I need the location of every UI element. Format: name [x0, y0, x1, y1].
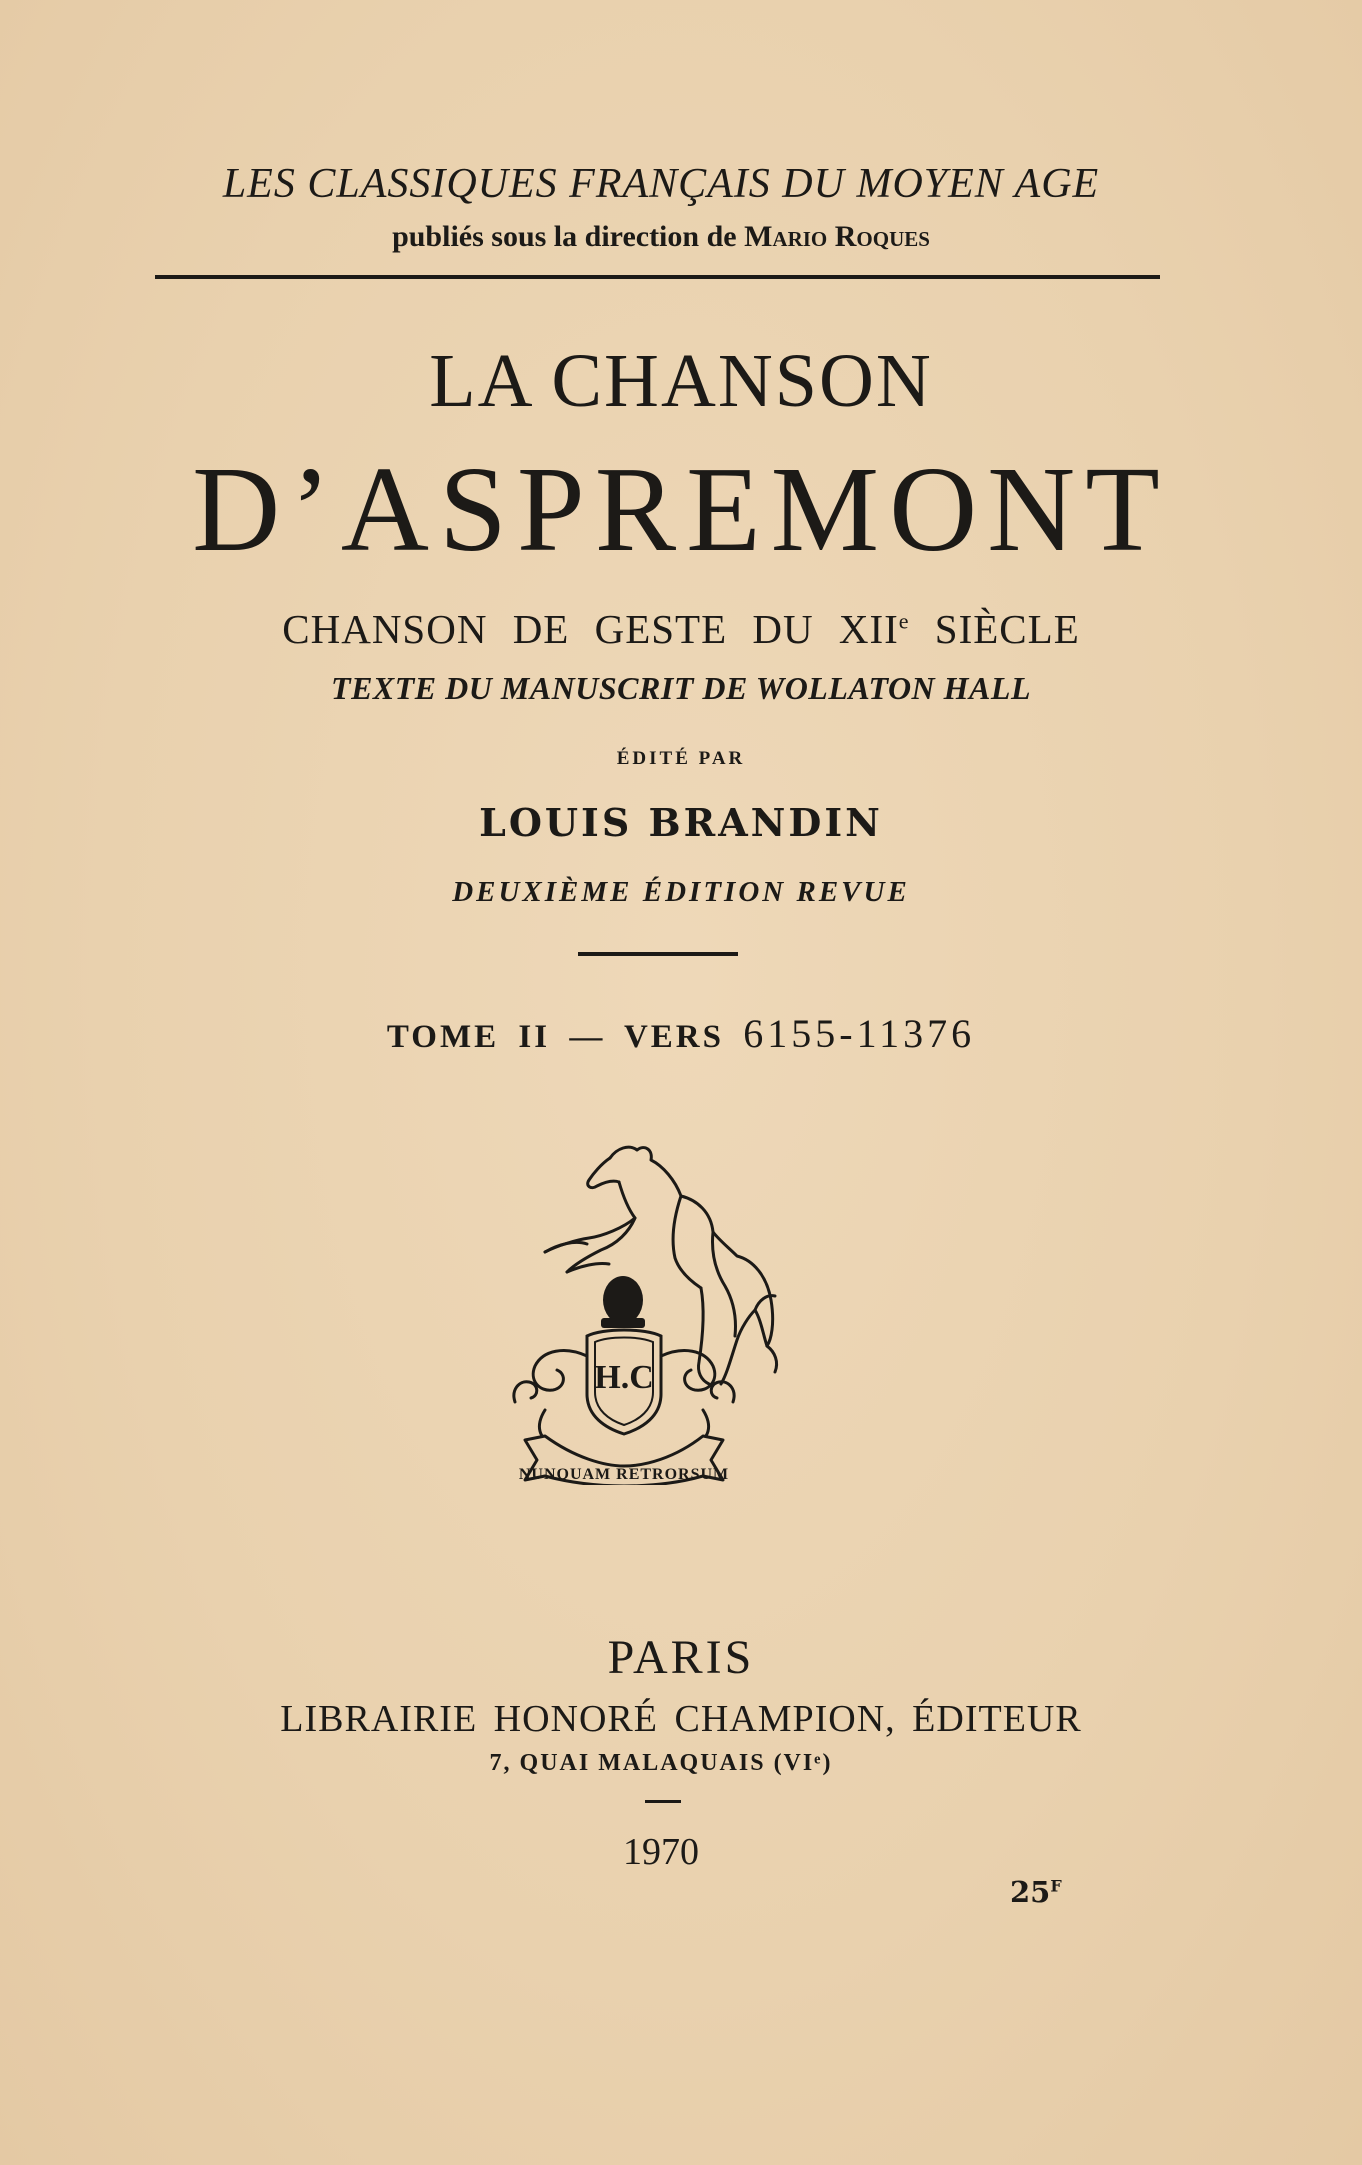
- direction-prefix: publiés sous la direction de: [392, 220, 737, 253]
- emblem-motto: NUNQUAM RETRORSUM: [518, 1466, 730, 1483]
- manuscript-line: TEXTE DU MANUSCRIT DE WOLLATON HALL: [331, 670, 1031, 706]
- book-subtitle: [0, 605, 1362, 653]
- publisher-emblem-horse-icon: [505, 1140, 815, 1485]
- edition-line: DEUXIÈME ÉDITION REVUE: [452, 876, 910, 908]
- book-title-line-1: LA CHANSON: [429, 339, 933, 423]
- verse-range: 6155-11376: [743, 1011, 976, 1056]
- imprint-publisher: LIBRAIRIE HONORÉ CHAMPION, ÉDITEUR: [280, 1698, 1082, 1740]
- price-currency: F: [1050, 1876, 1062, 1896]
- emblem-shield-text: H.C: [594, 1359, 654, 1396]
- director-name: Mario Roques: [744, 220, 930, 253]
- tome-label: TOME II — VERS: [386, 1019, 724, 1055]
- subtitle-main: CHANSON DE GESTE DU XII: [282, 606, 899, 652]
- price-label: [1010, 1875, 1062, 1909]
- book-title-line-2: D’ASPREMONT: [192, 442, 1170, 577]
- imprint-city: PARIS: [607, 1631, 755, 1684]
- top-rule: [155, 275, 1160, 279]
- series-title: LES CLASSIQUES FRANÇAIS DU MOYEN AGE: [222, 161, 1100, 207]
- subtitle-superscript: e: [898, 608, 910, 634]
- subtitle-end: SIÈCLE: [934, 606, 1080, 652]
- series-direction: [0, 220, 1322, 254]
- imprint-address: 7, QUAI MALAQUAIS (VIᵉ): [489, 1750, 833, 1776]
- editor-name: LOUIS BRANDIN: [479, 800, 883, 845]
- small-rule: [645, 1800, 681, 1803]
- price-value: 25: [1010, 1875, 1051, 1909]
- imprint-year: 1970: [623, 1831, 699, 1873]
- tome-line: [0, 1010, 1362, 1057]
- middle-rule: [578, 952, 738, 956]
- edited-by-label: ÉDITÉ PAR: [616, 748, 746, 769]
